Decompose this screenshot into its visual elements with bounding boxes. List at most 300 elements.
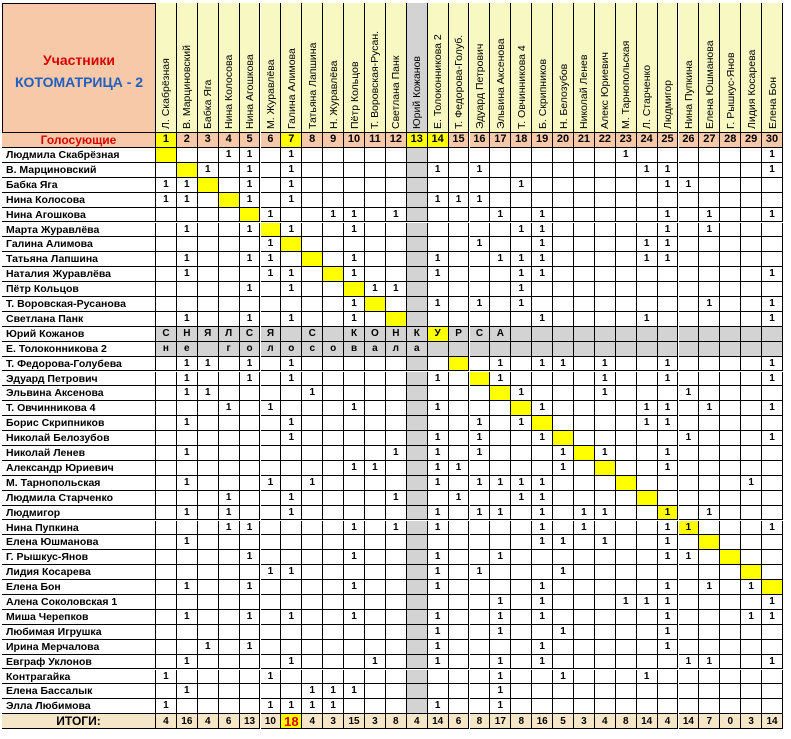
vote-mark: 1 — [177, 178, 198, 193]
vote-cell — [240, 684, 261, 699]
vote-cell — [616, 431, 637, 446]
vote-mark: 1 — [699, 580, 720, 595]
participant-name: Эльвина Аксенова — [494, 38, 507, 129]
vote-mark: 1 — [428, 252, 449, 267]
vote-cell — [365, 610, 386, 625]
vote-cell — [302, 565, 323, 580]
vote-cell — [511, 670, 532, 685]
vote-cell — [344, 476, 365, 491]
vote-mark: 1 — [386, 208, 407, 223]
vote-cell — [449, 684, 470, 699]
vote-cell — [532, 699, 553, 714]
vote-cell — [511, 237, 532, 252]
vote-mark: 1 — [428, 476, 449, 491]
vote-mark: 1 — [741, 476, 762, 491]
vote-cell — [365, 416, 386, 431]
vote-cell — [762, 699, 783, 714]
vote-cell — [637, 267, 658, 282]
vote-cell — [156, 580, 177, 595]
total-cell-14: 14 — [428, 714, 449, 729]
vote-cell — [449, 386, 470, 401]
vote-cell — [762, 416, 783, 431]
vote-mark: 1 — [532, 610, 553, 625]
vote-cell — [532, 565, 553, 580]
vote-cell — [699, 476, 720, 491]
vote-cell — [281, 461, 302, 476]
vote-cell — [302, 491, 323, 506]
vote-cell — [616, 550, 637, 565]
vote-cell — [574, 148, 595, 163]
vote-cell: л — [386, 342, 407, 357]
vote-cell — [532, 372, 553, 387]
vote-mark: 1 — [281, 431, 302, 446]
column-number-28: 28 — [720, 133, 741, 148]
vote-cell — [407, 401, 428, 416]
vote-cell — [177, 163, 198, 178]
vote-cell — [323, 565, 344, 580]
participant-name: В. Марциновский — [181, 45, 194, 129]
vote-cell — [323, 625, 344, 640]
participant-name: Нина Колосова — [223, 54, 236, 129]
vote-cell: о — [240, 342, 261, 357]
vote-cell: А — [490, 327, 511, 342]
column-header-6 — [261, 3, 282, 133]
vote-cell — [302, 670, 323, 685]
vote-cell — [658, 684, 679, 699]
vote-cell — [386, 461, 407, 476]
vote-mark: 1 — [219, 148, 240, 163]
vote-mark: 1 — [428, 163, 449, 178]
participant-name: Нина Пупкина — [682, 60, 695, 129]
vote-cell — [449, 208, 470, 223]
vote-cell — [407, 163, 428, 178]
vote-cell — [616, 237, 637, 252]
vote-mark: 1 — [344, 223, 365, 238]
vote-cell — [261, 550, 282, 565]
vote-cell — [281, 208, 302, 223]
vote-mark: 1 — [470, 431, 491, 446]
vote-cell — [720, 550, 741, 565]
total-cell-5: 13 — [240, 714, 261, 729]
column-number-10: 10 — [344, 133, 365, 148]
vote-cell — [407, 252, 428, 267]
vote-cell — [198, 610, 219, 625]
vote-cell — [679, 372, 700, 387]
vote-cell — [553, 193, 574, 208]
vote-cell — [699, 148, 720, 163]
vote-cell — [177, 148, 198, 163]
vote-cell — [553, 386, 574, 401]
vote-mark: 1 — [511, 476, 532, 491]
vote-mark: 1 — [658, 416, 679, 431]
vote-mark: 1 — [532, 357, 553, 372]
vote-cell — [574, 386, 595, 401]
vote-cell — [679, 193, 700, 208]
vote-cell — [156, 461, 177, 476]
vote-cell — [637, 610, 658, 625]
vote-cell — [156, 208, 177, 223]
vote-cell — [720, 699, 741, 714]
vote-cell — [407, 297, 428, 312]
vote-cell — [323, 535, 344, 550]
vote-cell — [720, 386, 741, 401]
vote-cell — [699, 461, 720, 476]
vote-cell — [553, 476, 574, 491]
column-header-9 — [323, 3, 344, 133]
participant-name: Елена Юшманова — [703, 40, 716, 129]
vote-cell — [344, 416, 365, 431]
vote-cell — [281, 401, 302, 416]
vote-cell — [323, 312, 344, 327]
vote-cell — [637, 178, 658, 193]
vote-cell — [532, 625, 553, 640]
vote-mark: 1 — [490, 550, 511, 565]
vote-cell — [177, 565, 198, 580]
vote-cell — [511, 580, 532, 595]
vote-cell — [198, 670, 219, 685]
vote-cell — [261, 446, 282, 461]
vote-cell — [616, 208, 637, 223]
vote-cell — [240, 297, 261, 312]
vote-mark: 1 — [177, 535, 198, 550]
vote-cell — [240, 670, 261, 685]
vote-cell — [281, 640, 302, 655]
voter-name: Эльвина Аксенова — [2, 386, 156, 401]
vote-cell — [261, 625, 282, 640]
vote-cell — [198, 416, 219, 431]
vote-cell: С — [156, 327, 177, 342]
voter-name: Т. Овчинникова 4 — [2, 401, 156, 416]
vote-cell — [511, 610, 532, 625]
column-number-16: 16 — [470, 133, 491, 148]
vote-cell — [449, 595, 470, 610]
vote-cell — [344, 357, 365, 372]
vote-cell — [741, 416, 762, 431]
vote-cell — [156, 521, 177, 536]
vote-cell — [386, 476, 407, 491]
vote-cell — [637, 699, 658, 714]
vote-cell — [720, 208, 741, 223]
vote-cell — [679, 327, 700, 342]
vote-cell — [261, 535, 282, 550]
vote-cell — [156, 252, 177, 267]
column-number-14: 14 — [428, 133, 449, 148]
participant-name: Елена Бон — [766, 76, 779, 129]
vote-cell — [741, 491, 762, 506]
vote-mark: 1 — [658, 461, 679, 476]
vote-cell — [720, 491, 741, 506]
vote-cell — [532, 670, 553, 685]
vote-cell — [261, 595, 282, 610]
vote-cell — [553, 491, 574, 506]
vote-mark: 1 — [281, 193, 302, 208]
vote-cell — [595, 550, 616, 565]
vote-cell — [261, 386, 282, 401]
vote-cell — [407, 372, 428, 387]
vote-cell — [699, 550, 720, 565]
column-number-24: 24 — [637, 133, 658, 148]
vote-mark: 1 — [511, 416, 532, 431]
vote-mark: 1 — [261, 401, 282, 416]
vote-cell — [658, 342, 679, 357]
voter-name: Людмила Старченко — [2, 491, 156, 506]
vote-cell — [574, 342, 595, 357]
vote-cell — [470, 342, 491, 357]
vote-cell — [281, 252, 302, 267]
vote-cell — [762, 178, 783, 193]
vote-cell — [428, 357, 449, 372]
vote-cell — [720, 521, 741, 536]
vote-cell — [344, 625, 365, 640]
vote-cell — [240, 595, 261, 610]
vote-cell — [595, 699, 616, 714]
vote-mark: 1 — [490, 476, 511, 491]
vote-mark: 1 — [679, 521, 700, 536]
vote-cell — [302, 535, 323, 550]
vote-cell — [261, 491, 282, 506]
vote-cell — [637, 297, 658, 312]
vote-cell — [532, 550, 553, 565]
vote-cell — [240, 431, 261, 446]
voter-name: Марта Журавлёва — [2, 223, 156, 238]
vote-cell — [302, 580, 323, 595]
vote-cell — [741, 237, 762, 252]
vote-cell — [595, 148, 616, 163]
vote-cell — [532, 386, 553, 401]
vote-mark: 1 — [532, 655, 553, 670]
vote-cell — [386, 535, 407, 550]
vote-cell — [595, 416, 616, 431]
vote-cell: в — [344, 342, 365, 357]
vote-cell — [637, 565, 658, 580]
vote-cell — [595, 670, 616, 685]
vote-cell — [616, 267, 637, 282]
vote-cell — [156, 297, 177, 312]
vote-cell — [428, 208, 449, 223]
vote-mark: 1 — [344, 267, 365, 282]
vote-cell — [240, 476, 261, 491]
vote-cell — [616, 610, 637, 625]
vote-cell — [323, 372, 344, 387]
vote-cell — [428, 342, 449, 357]
vote-cell — [658, 431, 679, 446]
vote-cell — [386, 595, 407, 610]
vote-cell — [762, 446, 783, 461]
vote-cell — [720, 640, 741, 655]
participant-name: Г. Рышкус-Янов — [724, 52, 737, 129]
vote-cell — [699, 372, 720, 387]
vote-cell — [449, 550, 470, 565]
vote-mark: 1 — [323, 699, 344, 714]
column-number-9: 9 — [323, 133, 344, 148]
vote-cell — [720, 535, 741, 550]
vote-cell — [219, 282, 240, 297]
vote-cell — [219, 580, 240, 595]
vote-mark: 1 — [532, 401, 553, 416]
vote-cell — [449, 476, 470, 491]
vote-cell — [616, 416, 637, 431]
vote-cell — [302, 446, 323, 461]
vote-mark: 1 — [658, 252, 679, 267]
vote-cell — [490, 446, 511, 461]
voter-name: Александр Юриевич — [2, 461, 156, 476]
vote-cell — [679, 565, 700, 580]
vote-cell — [344, 372, 365, 387]
vote-cell — [302, 208, 323, 223]
vote-mark: 1 — [177, 252, 198, 267]
vote-cell — [720, 148, 741, 163]
vote-cell — [323, 163, 344, 178]
vote-cell — [365, 476, 386, 491]
vote-cell — [511, 342, 532, 357]
vote-cell — [198, 401, 219, 416]
vote-cell — [511, 535, 532, 550]
vote-cell: Н — [386, 327, 407, 342]
participant-name: Т. Овчинникова 4 — [515, 45, 528, 129]
vote-cell — [198, 521, 219, 536]
vote-cell — [741, 565, 762, 580]
vote-cell — [616, 535, 637, 550]
participant-name: Н. Журавлёва — [327, 60, 340, 129]
vote-mark: 1 — [198, 640, 219, 655]
vote-cell — [679, 625, 700, 640]
vote-cell — [344, 178, 365, 193]
vote-cell — [637, 506, 658, 521]
vote-cell: Р — [449, 327, 470, 342]
vote-cell — [658, 655, 679, 670]
vote-cell — [177, 640, 198, 655]
vote-mark: 1 — [240, 178, 261, 193]
vote-cell — [219, 372, 240, 387]
vote-cell — [490, 386, 511, 401]
vote-cell — [762, 506, 783, 521]
vote-cell — [386, 193, 407, 208]
vote-cell — [198, 565, 219, 580]
vote-cell: Н — [177, 327, 198, 342]
vote-cell — [261, 312, 282, 327]
vote-cell — [407, 670, 428, 685]
vote-mark: 1 — [219, 491, 240, 506]
vote-cell — [616, 252, 637, 267]
vote-mark: 1 — [240, 312, 261, 327]
vote-cell — [344, 431, 365, 446]
vote-cell — [323, 476, 344, 491]
vote-cell — [553, 595, 574, 610]
vote-mark: 1 — [281, 267, 302, 282]
vote-mark: 1 — [553, 446, 574, 461]
vote-cell — [428, 312, 449, 327]
vote-cell — [637, 282, 658, 297]
vote-cell — [449, 178, 470, 193]
vote-cell — [449, 163, 470, 178]
vote-cell — [365, 252, 386, 267]
vote-cell — [574, 208, 595, 223]
vote-cell — [156, 491, 177, 506]
vote-cell — [365, 357, 386, 372]
vote-mark: 1 — [762, 372, 783, 387]
vote-cell — [511, 565, 532, 580]
vote-mark: 1 — [344, 208, 365, 223]
vote-cell — [156, 163, 177, 178]
vote-mark: 1 — [637, 312, 658, 327]
vote-cell — [177, 491, 198, 506]
vote-cell — [532, 193, 553, 208]
vote-cell — [365, 699, 386, 714]
column-header-16 — [470, 3, 491, 133]
vote-cell — [261, 580, 282, 595]
vote-mark: 1 — [470, 446, 491, 461]
vote-cell — [637, 372, 658, 387]
vote-cell — [449, 610, 470, 625]
vote-mark: 1 — [741, 580, 762, 595]
participant-name: М. Тарнопольская — [620, 40, 633, 129]
vote-cell — [156, 282, 177, 297]
vote-cell — [511, 521, 532, 536]
vote-cell — [490, 401, 511, 416]
vote-mark: 1 — [449, 491, 470, 506]
vote-cell — [720, 163, 741, 178]
vote-cell — [365, 178, 386, 193]
vote-cell — [407, 178, 428, 193]
vote-mark: 1 — [261, 208, 282, 223]
vote-cell — [595, 595, 616, 610]
vote-cell — [198, 297, 219, 312]
vote-cell — [344, 640, 365, 655]
vote-cell — [595, 476, 616, 491]
vote-cell — [741, 208, 762, 223]
vote-cell — [762, 491, 783, 506]
vote-cell — [281, 535, 302, 550]
vote-mark: 1 — [470, 237, 491, 252]
vote-cell — [595, 461, 616, 476]
column-header-2 — [177, 3, 198, 133]
vote-cell — [679, 506, 700, 521]
vote-cell — [219, 684, 240, 699]
vote-cell — [762, 386, 783, 401]
vote-cell — [532, 342, 553, 357]
vote-cell — [574, 625, 595, 640]
vote-cell — [198, 699, 219, 714]
vote-cell — [177, 595, 198, 610]
vote-cell — [741, 550, 762, 565]
participant-name: Лидия Косарева — [745, 49, 758, 129]
vote-cell — [261, 372, 282, 387]
column-number-22: 22 — [595, 133, 616, 148]
vote-cell — [511, 506, 532, 521]
vote-cell — [699, 595, 720, 610]
vote-cell — [762, 252, 783, 267]
vote-cell — [407, 446, 428, 461]
vote-mark: 1 — [240, 163, 261, 178]
vote-mark: 1 — [470, 476, 491, 491]
vote-cell: С — [302, 327, 323, 342]
vote-mark: 1 — [762, 312, 783, 327]
vote-cell — [679, 610, 700, 625]
vote-cell — [219, 431, 240, 446]
vote-cell — [511, 312, 532, 327]
vote-mark: 1 — [177, 312, 198, 327]
vote-cell — [386, 670, 407, 685]
vote-cell — [699, 640, 720, 655]
vote-cell — [574, 491, 595, 506]
vote-cell — [616, 178, 637, 193]
vote-cell — [302, 178, 323, 193]
vote-cell — [323, 431, 344, 446]
vote-cell: г — [219, 342, 240, 357]
vote-cell — [302, 237, 323, 252]
vote-cell — [679, 595, 700, 610]
vote-cell — [720, 267, 741, 282]
